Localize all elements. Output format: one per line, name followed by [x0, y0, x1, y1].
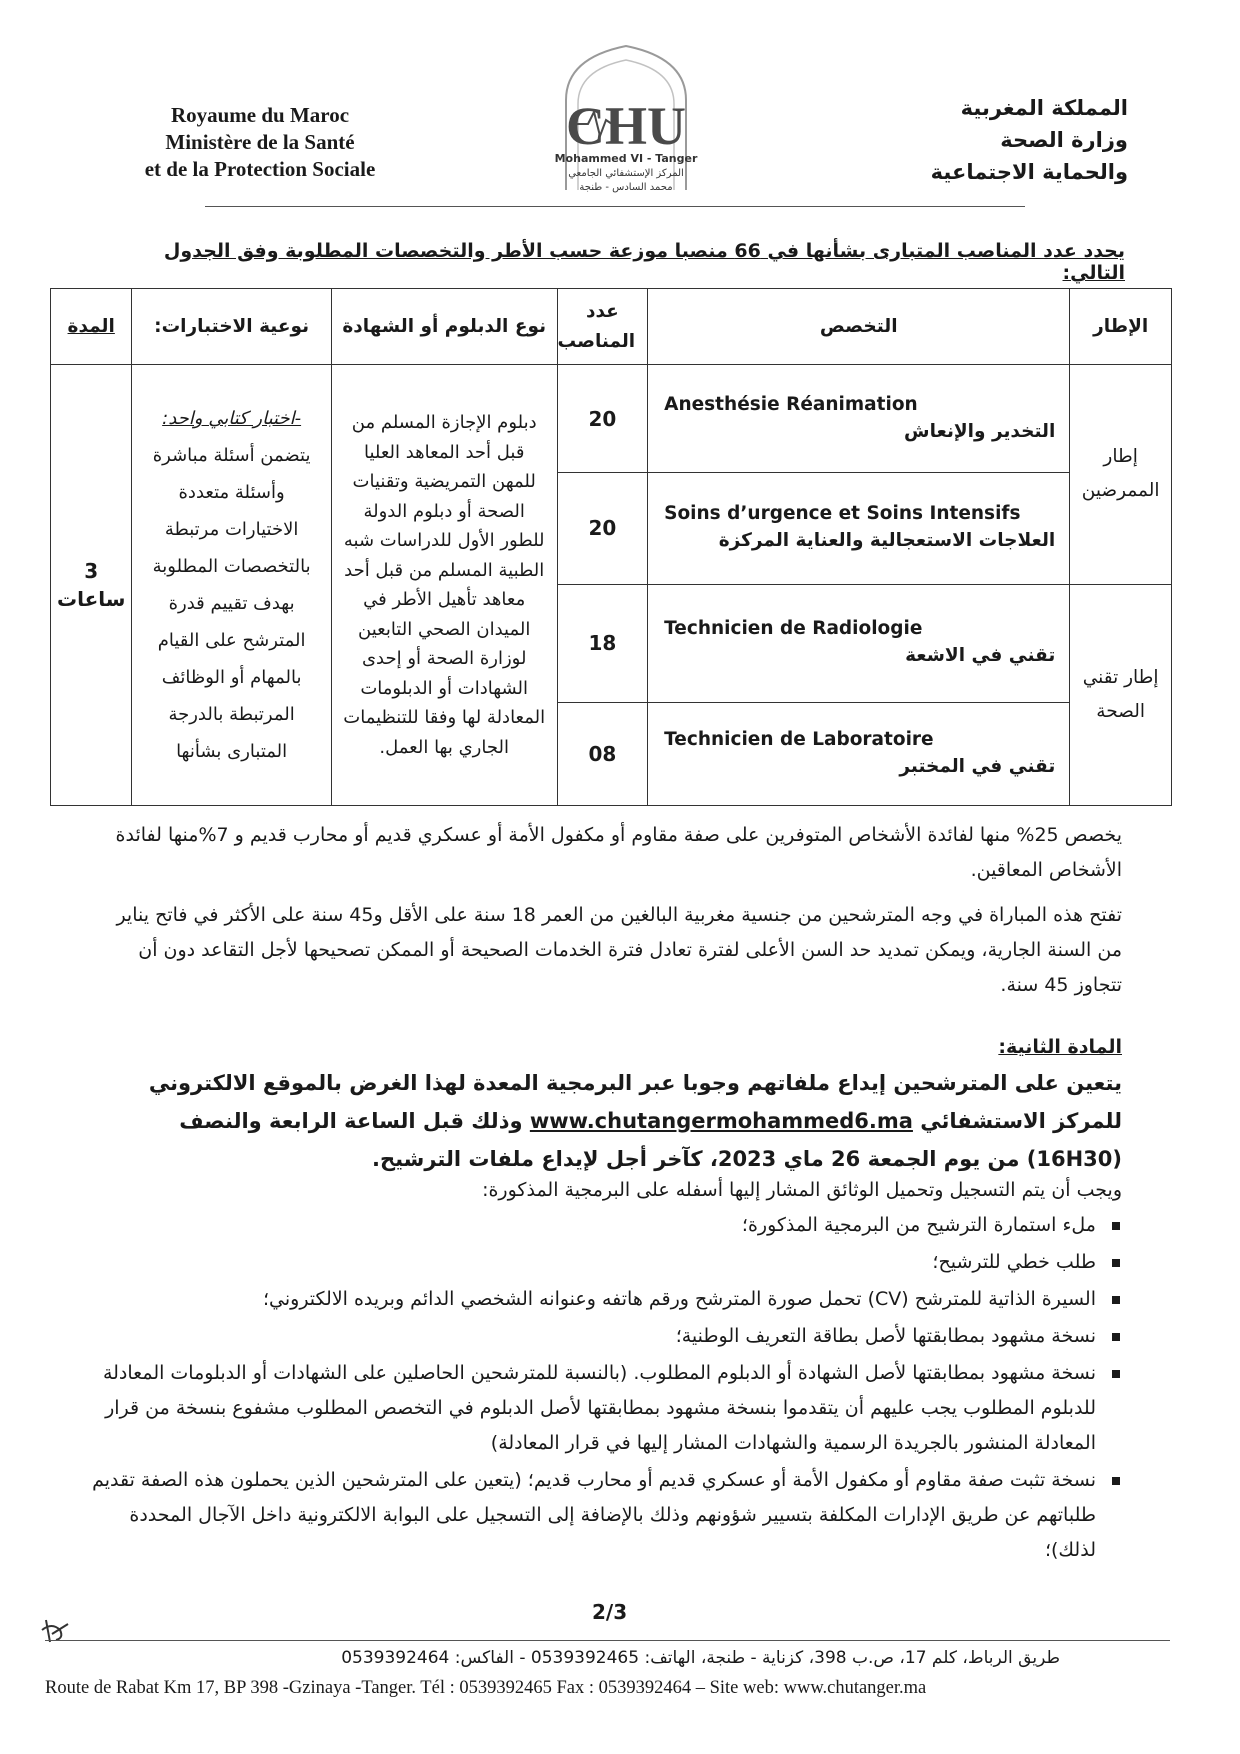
page-number: 2/3 [592, 1600, 628, 1624]
logo-ar-line2: محمد السادس - طنجة [579, 182, 673, 193]
list-item: ملء استمارة الترشيح من البرمجية المذكورة؛ [82, 1208, 1122, 1243]
deposit-text-1: يتعين على المترشحين إيداع ملفاتهم وجوبا عبر البرمجية المعدة لهذا الغرض بالموقع الالكتروني للمركز الاستشفائي [148, 1071, 1122, 1133]
duration-unit: ساعات [56, 587, 126, 612]
speciality-ar: تقني في المختبر [899, 755, 1056, 777]
footer-address-ar: طريق الرباط، كلم 17، ص.ب 398، كزناية - طنجة، الهاتف: 0539392465 - الفاكس: 0539392464 [341, 1648, 1060, 1668]
intro-sentence: يحدد عدد المناصب المتبارى بشأنها في 66 منصبا موزعة حسب الأطر والتخصصات المطلوبة وفق الجدول التالي: [163, 240, 1125, 284]
footer-divider [45, 1640, 1170, 1641]
header-diploma: نوع الدبلوم أو الشهادة [331, 289, 557, 365]
logo-ar-line1: المركز الإستشفائي الجامعي [568, 168, 684, 179]
ar-line-kingdom: المملكة المغربية [960, 96, 1128, 120]
positions-count: 20 [557, 365, 648, 472]
deposit-text-2: وذلك قبل الساعة الرابعة والنصف (16H30) من يوم الجمعة 26 ماي 2023، كآخر أجل لإيداع ملفات الترشيح. [179, 1109, 1122, 1171]
header-count: عدد المناصب [557, 289, 648, 365]
deposit-paragraph [112, 1064, 1122, 1178]
documents-intro: ويجب أن يتم التسجيل وتحميل الوثائق المشار إليها أسفله على البرمجية المذكورة: [482, 1179, 1122, 1201]
footer-address-fr: Route de Rabat Km 17, BP 398 -Gzinaya -Tanger. Tél : 0539392465 Fax : 0539392464 – Site web: www.chutanger.ma [45, 1678, 927, 1698]
speciality-fr: Soins d’urgence et Soins Intensifs [664, 503, 1021, 525]
signature-mark [38, 1616, 78, 1650]
list-item: طلب خطي للترشيح؛ [82, 1245, 1122, 1280]
speciality-cell [648, 702, 1070, 805]
tests-body: يتضمن أسئلة مباشرة وأسئلة متعددة الاختيارات مرتبطة بالتخصصات المطلوبة بهدف تقييم قدرة المترشح على القيام بالمهام أو الوظائف المرتبطة بالدرجة المتبارى بشأنها [152, 445, 311, 763]
list-item: نسخة مشهود بمطابقتها لأصل الشهادة أو الدبلوم المطلوب. (بالنسبة للمترشحين الحاصلين على الشهادات أو الدبلومات المعادلة للدبلوم المطلوب يجب عليهم أن يتقدموا بنسخة مشهود بمطابقتها لأصل الدبلوم في التخصص المطلوب مشفوع بنسخة من قرار المعادلة المنشور بالجريدة الرسمية والشهادات المشار إليها في قرار المعادلة) [82, 1356, 1122, 1461]
header-duration: المدة [51, 289, 132, 365]
positions-count: 20 [557, 472, 648, 584]
cadre-nurses: إطار الممرضين [1070, 365, 1172, 584]
required-documents-list [82, 1208, 1122, 1570]
speciality-fr: Anesthésie Réanimation [664, 393, 918, 415]
quota-paragraph: يخصص 25% منها لفائدة الأشخاص المتوفرين على صفة مقاوم أو مكفول الأمة أو عسكري قديم أو محارب قديم و 7%منها لفائدة الأشخاص المعاقين. [115, 824, 1122, 881]
speciality-cell [648, 365, 1070, 472]
duration-value: 3 [84, 559, 99, 584]
positions-count: 18 [557, 584, 648, 702]
article-title: المادة الثانية: [998, 1036, 1122, 1058]
speciality-fr: Technicien de Laboratoire [664, 728, 934, 750]
header-french [110, 102, 410, 183]
candidacy-website-link[interactable]: www.chutangermohammed6.ma [529, 1109, 913, 1133]
cadre-health-technicians: إطار تقني الصحة [1070, 584, 1172, 805]
speciality-cell [648, 472, 1070, 584]
list-item: نسخة تثبت صفة مقاوم أو مكفول الأمة أو عسكري قديم أو محارب قديم؛ (يتعين على المترشحين الذين يحملون هذه الصفة تقديم طلباتهم عن طريق الإدارات المكلفة بتسيير شؤونهم وذلك بالإضافة إلى التسجيل على البوابة الالكترونية داخل الآجال المحددة لذلك)؛ [82, 1463, 1122, 1568]
positions-table [50, 288, 1172, 806]
positions-count: 08 [557, 702, 648, 805]
speciality-fr: Technicien de Radiologie [664, 618, 923, 640]
speciality-ar: تقني في الاشعة [905, 645, 1056, 667]
header-divider [205, 206, 1025, 207]
header-arabic [898, 92, 1128, 188]
fr-line-kingdom: Royaume du Maroc [170, 103, 350, 127]
table-row [51, 365, 1172, 472]
logo-brand: CHU [566, 96, 686, 156]
logo-subtitle: Mohammed VI - Tanger [554, 152, 698, 165]
fr-line-ministry: Ministère de la Santé [165, 130, 355, 154]
speciality-ar: العلاجات الاستعجالية والعناية المركزة [718, 530, 1056, 552]
chu-logo [526, 40, 726, 208]
fr-line-protection: et de la Protection Sociale [144, 157, 376, 181]
header-tests: نوعية الاختبارات: [132, 289, 331, 365]
tests-title: -اختبار كتابي واحد: [162, 408, 302, 430]
list-item: نسخة مشهود بمطابقتها لأصل بطاقة التعريف الوطنية؛ [82, 1319, 1122, 1354]
table-header-row [51, 289, 1172, 365]
speciality-ar: التخدير والإنعاش [904, 420, 1056, 442]
header-speciality: التخصص [648, 289, 1070, 365]
header-cadre: الإطار [1070, 289, 1172, 365]
diploma-requirement: دبلوم الإجازة المسلم من قبل أحد المعاهد العليا للمهن التمريضية وتقنيات الصحة أو دبلوم الدولة للطور الأول للدراسات شبه الطبية المسلم من قبل أحد معاهد تأهيل الأطر في الميدان الصحي التابعين لوزارة الصحة أو إحدى الشهادات أو الدبلومات المعادلة لها وفقا للتنظيمات الجاري بها العمل. [331, 365, 557, 806]
tests-description [132, 365, 331, 806]
ar-line-ministry: وزارة الصحة [1000, 128, 1128, 152]
list-item: السيرة الذاتية للمترشح (CV) تحمل صورة المترشح ورقم هاتفه وعنوانه الشخصي الدائم وبريده الالكتروني؛ [82, 1282, 1122, 1317]
duration-cell [51, 365, 132, 806]
ar-line-protection: والحماية الاجتماعية [930, 160, 1128, 184]
speciality-cell [648, 584, 1070, 702]
eligibility-paragraph: تفتح هذه المباراة في وجه المترشحين من جنسية مغربية البالغين من العمر 18 سنة على الأقل و45 سنة على الأكثر في فاتح يناير من السنة الجارية، ويمكن تمديد حد السن الأعلى لفترة تعادل فترة الخدمات الصحيحة أو الممكن تصحيحها لأجل التقاعد دون أن تتجاوز 45 سنة. [116, 904, 1122, 996]
